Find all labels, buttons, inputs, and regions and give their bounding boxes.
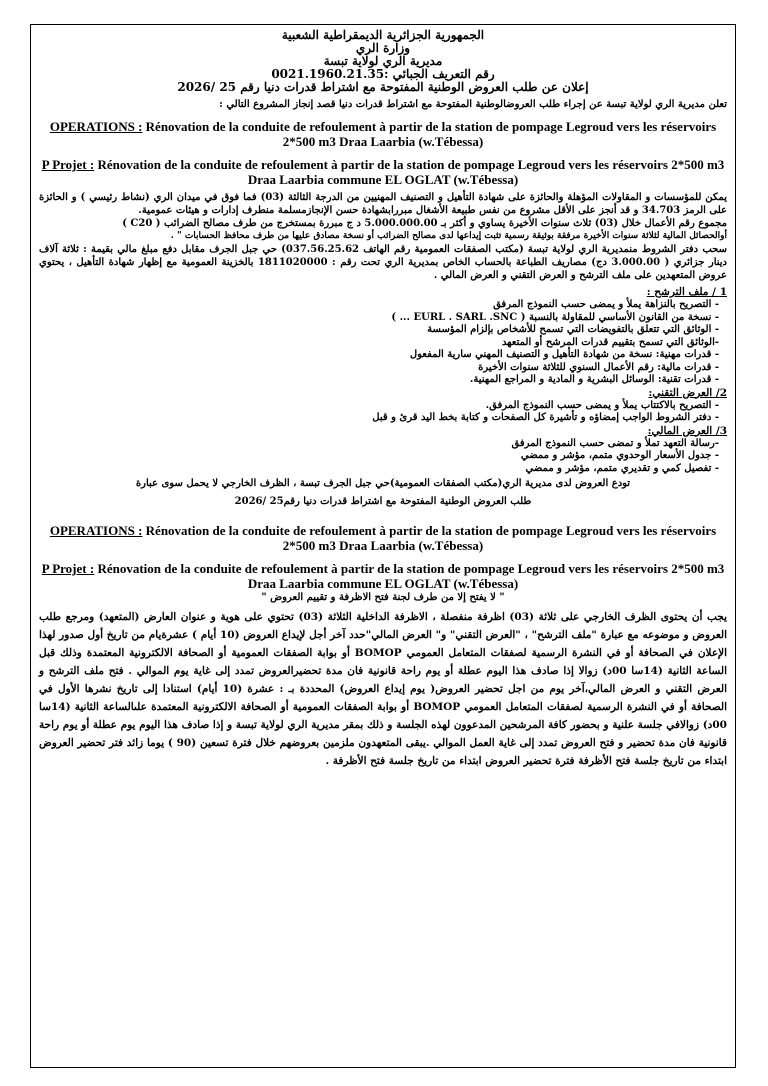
deposit-line-1: تودع العروض لدى مديرية الري(مكتب الصفقات العمومية)حي جبل الجرف تبسة ، الظرف الخارجي لا يحمل سوى عبارة <box>135 478 631 489</box>
projet-text-2: Rénovation de la conduite de refoulement à partir de la station de pompage Legroud vers les réservoirs 2*500 m3 Draa Laarbia commune EL OGLAT (w.Tébessa) <box>94 561 725 591</box>
operations-label-2: OPERATIONS : <box>49 523 143 538</box>
list-item: -رسالة التعهد تملأ و تمضى حسب النموذج المرفق <box>511 437 719 449</box>
turnover-paragraph: مجموع رقم الأعمال خلال (03) ثلاث سنوات الأخيرة يساوي و أكثر بـ 5.000.000.00 د ج مبررة بمستخرج من طرف مصالح الضرائب ( C20 ) <box>122 218 727 229</box>
intro-paragraph: تعلن مديرية الري لولاية تبسة عن إجراء طلب العروضالوطنية المفتوحة مع اشتراط قدرات دنيا قصد إنجاز المشروع التالي : <box>219 99 727 110</box>
list-item: - التصريح بالاكتتاب يملأ و يمضى حسب النموذج المرفق. <box>485 399 719 411</box>
list-item: - الوثائق التي تتعلق بالتفويضات التي تسمح للأشخاص بإلزام المؤسسة <box>427 324 719 335</box>
section-title-technical: 2/ العرض التقني: <box>648 386 727 399</box>
ministry-header: وزارة الري <box>355 41 411 55</box>
eligibility-paragraph: يمكن للمؤسسات و المقاولات المؤهلة والحائزة على شهادة التأهيل و التصنيف المهنيين من الدرجة الثالثة (03) فما فوق في ميدان الري (نشاط رئيسي ) و الحائزة على الرمز 34.703 و قد أنجز على الأقل مشروع من نفس طبيعة الأشغال مبررابشهادة حسن الإنجازمسلمة منطرف إدارات و هيئات عمومية. <box>39 192 727 216</box>
not-open-notice: " لا يفتح إلا من طرف لجنة فتح الاظرفة و تقييم العروض " <box>261 592 505 603</box>
financial-list <box>39 438 727 476</box>
withdrawal-paragraph: سحب دفتر الشروط منمديرية الري لولاية تبسة (مكتب الصفقات العمومية رقم الهاتف 037.56.25.62) حي جبل الجرف مقابل دفع مبلغ مالي بقيمة : ثلاثة آلاف دينار جزائري ( 3.000.00 دج) مصاريف الطباعة بالحساب الخاص بمديرية الري تحت رقم : 1811020000 بالخزينة العمومية مع إظهار شهادة التأهيل ، يحتوي عروض المتعهدين على ملف الترشح و العرض التقني و العرض المالي . <box>39 244 727 281</box>
projet-label-2: P Projet : <box>41 561 95 576</box>
balances-paragraph: أوالحصائل المالية لثلاثة سنوات الأخيرة مرفقة بوثيقة رسمية تثبت إيداعها لدى مصالح الضرائب أو نسخة مصادق عليها من طرف محافظ الحسابات " . <box>170 231 727 241</box>
list-item: - قدرات مالية: رقم الأعمال السنوي للثلاثة سنوات الأخيرة <box>478 361 719 373</box>
list-item: - تفصيل كمي و تقديري متمم، مؤشر و ممضي <box>525 462 719 474</box>
projet-title-1 <box>39 157 727 187</box>
list-item: - قدرات تقنية: الوسائل البشرية و المادية و المراجع المهنية. <box>469 374 719 385</box>
list-item: -الوثائق التي تسمح بتقييم قدرات المرشح أو المتعهد <box>501 336 719 348</box>
operations-text-2: Rénovation de la conduite de refoulement à partir de la station de pompage Legroud vers les réservoirs 2*500 m3 Draa Laarbia (w.Tébessa) <box>142 523 717 553</box>
projet-text-1: Rénovation de la conduite de refoulement à partir de la station de pompage Legroud vers les réservoirs 2*500 m3 Draa Laarbia commune EL OGLAT (w.Tébessa) <box>94 157 725 187</box>
operations-label-1: OPERATIONS : <box>49 119 143 134</box>
operations-text-1: Rénovation de la conduite de refoulement à partir de la station de pompage Legroud vers les réservoirs 2*500 m3 Draa Laarbia (w.Tébessa) <box>142 119 717 149</box>
projet-title-2 <box>39 561 727 591</box>
submission-paragraph: يجب أن يحتوى الظرف الخارجي على ثلاثة (03) اظرفة منفصلة ، الاظرفة الداخلية الثلاثة (03) تحتوي على هوية و عنوان العارض (المتعهد) ومرجع طلب العروض و موضوعه مع عبارة "ملف الترشح" ، "العرض التقني" و" العرض المالي"حدد آخر أجل لإيداع العروض (10 أيام ) عشرةيام من تاريخ أول صدور لهذا الإعلان في الصحافة أو في النشرة الرسمية لصفقات المتعامل العمومي BOMOP أو بوابة الصفقات العمومية أو الصحافة الالكترونية المعتمدة وذلك قبل الساعة الثانية (14سا 00د) زوالا إذا صادف هذا اليوم عطلة أو يوم راحة قانونية فان مدة تحضيرالعروض تمدد إلى غاية يوم الموالي . فتح ملف الترشح و العرض التقني و العرض المالي،آخر يوم من اجل تحضير العروض( يوم إيداع العروض) المحددة بـ : عشرة (10 أيام) استنادا إلى تاريخ نشرها الأول في الصحافة أو في النشرة الرسمية لصفقات المتعامل العمومي BOMOP أو بوابة الصفقات العمومية أو الصحافة الالكترونية المعتمدة علىالساعة الثانية (14سا 00د) زوالافي جلسة علنية و بحضور كافة المرشحين المدعوون لهذه الجلسة و ذلك بمقر مديرية الري لولاية تبسة و إذا صادف هذا اليوم يوم عطلة أو يوم راحة قانونية فان مدة تحضير و فتح العروض تمدد إلى غاية العمل الموالي .يبقى المتعهدون ملزمين بعروضهم خلال فترة تسعين (90 ) يوما زائد فتر تحضير العروض ابتداء من تاريخ جلسة فتح الأظرفة فترة تحضير العروض ابتداء من تاريخ جلسة فتح الأظرفة . <box>39 611 728 767</box>
republic-header: الجمهورية الجزائرية الديمقراطية الشعبية <box>281 28 485 42</box>
deposit-line-2: طلب العروض الوطنية المفتوحة مع اشتراط قدرات دنيا رقم25 /2026 <box>234 496 532 507</box>
list-item: - دفتر الشروط الواجب إمضاؤه و تأشيرة كل الصفحات و كتابة بخط اليد قرئ و قبل <box>372 412 719 423</box>
fiscal-id: رقم التعريف الجبائي :0021.1960.21.35 <box>271 67 495 81</box>
technical-list <box>39 400 727 425</box>
section-title-financial: 3/ العرض المالي: <box>647 424 727 437</box>
list-item: - جدول الأسعار الوحدوي متمم، مؤشر و ممضي <box>520 450 719 461</box>
section-title-candidacy: 1 / ملف الترشح : <box>646 286 727 298</box>
directorate-header: مديرية الري لولاية تبسة <box>323 54 443 68</box>
operations-title-2 <box>39 523 727 553</box>
list-item: - قدرات مهنية: نسخة من شهادة التأهيل و التصنيف المهني سارية المفعول <box>409 349 719 360</box>
list-item: - نسخة من القانون الأساسي للمقاولة بالنسبة ( EURL . SARL .SNC ... ) <box>391 311 719 323</box>
tender-notice-page <box>30 24 736 1068</box>
candidacy-list <box>39 299 727 387</box>
projet-label-1: P Projet : <box>41 157 95 172</box>
notice-title: إعلان عن طلب العروض الوطنية المفتوحة مع اشتراط قدرات دنيا رقم 25 /2026 <box>177 80 589 94</box>
list-item: - التصريح بالنزاهة يملأ و يمضى حسب النموذج المرفق <box>493 299 719 310</box>
operations-title-1 <box>39 119 727 149</box>
